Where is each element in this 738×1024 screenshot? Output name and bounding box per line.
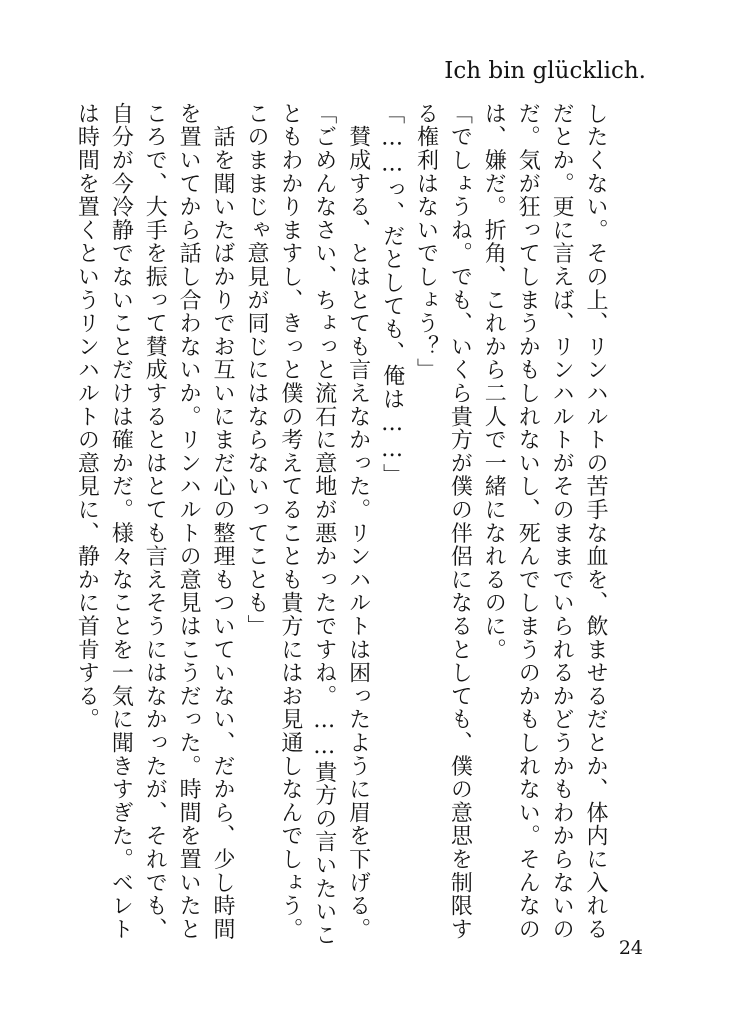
paragraph: したくない。その上、リンハルトの苦手な血を、飲ませるだとか、体内に入れるだとか。更に言えば、リンハルトがそのままでいられるかどうかもわからないのだ。気が狂ってしまうかもしれないし、死んでしまうのかもしれない。そんなのは、嫌だ。折角、これから二人で一緒になれるのに。 [481, 102, 608, 941]
paragraph: 話を聞いたばかりでお互いにまだ心の整理もついていない、だから、少し時間を置いてから話し合わないか。リンハルトの意見はこうだった。時間を置いたところで、大手を振って賛成するとはとても言えそうにはなかったが、それでも、自分が今冷静でないことだけは確かだ。様々なことを一気に聞きすぎた。ベレトは時間を置くというリンハルトの意見に、静かに首肯する。 [74, 102, 236, 941]
paragraph: 「ごめんなさい、ちょっと流石に意地が悪かったですね。……貴方の言いたいこともわかりますし、きっと僕の考えてることも貴方にはお見通しなんでしょう。このままじゃ意見が同じにはならないってことも」 [243, 102, 337, 947]
running-header-title: Ich bin glücklich. [444, 58, 646, 84]
page-number: 24 [618, 937, 643, 959]
paragraph: 「でしょうね。でも、いくら貴方が僕の伴侶になるとしても、僕の意思を制限する権利はないでしょう？」 [413, 102, 473, 941]
paragraph: 賛成する、とはとても言えなかった。リンハルトは困ったように眉を下げる。 [345, 102, 371, 941]
paragraph: 「……っ、だとしても、俺は……」 [379, 102, 405, 487]
vertical-body-text [70, 102, 613, 962]
